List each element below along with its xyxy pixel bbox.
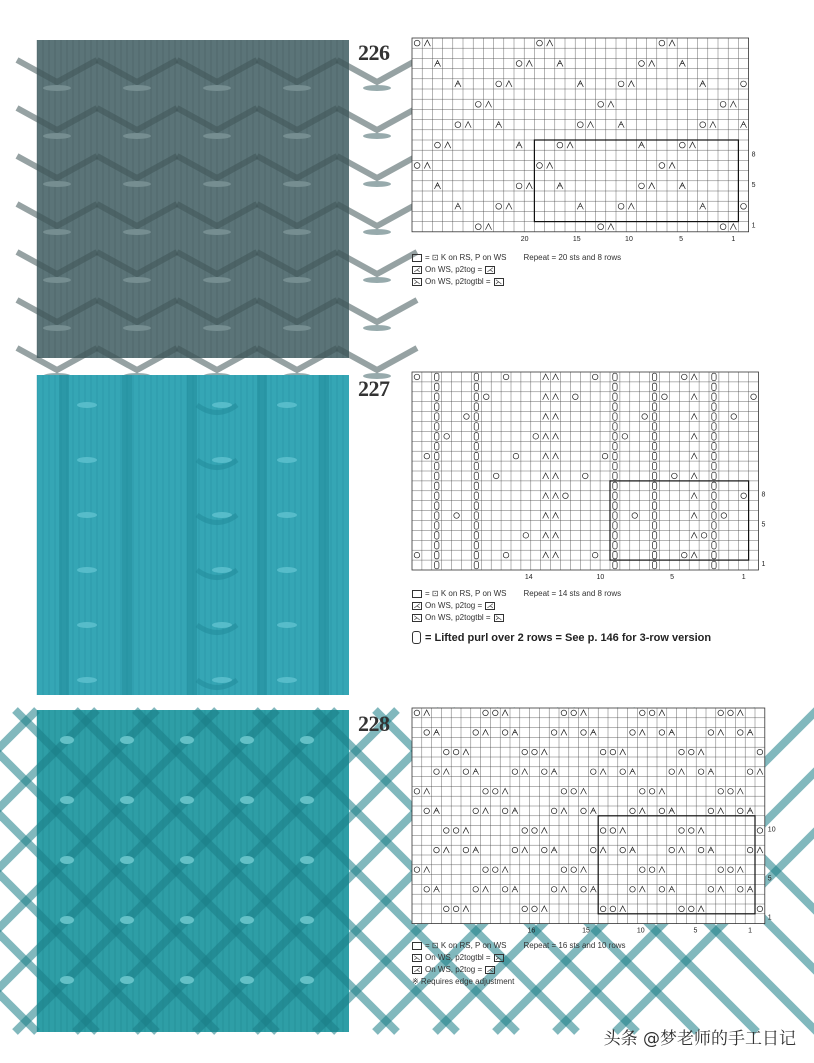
eyelet [123, 85, 151, 91]
eyelet [283, 133, 311, 139]
eyelet [240, 976, 254, 984]
eyelet [43, 133, 71, 139]
k2tog-symbol-icon: ⋌ [486, 603, 494, 610]
eyelet [363, 133, 391, 139]
eyelet [123, 181, 151, 187]
eyelet [203, 277, 231, 283]
ssk-symbol-icon: ⋋ [413, 615, 421, 622]
eyelet [277, 402, 297, 408]
ssk-symbol-icon: ⋋ [495, 279, 503, 286]
eyelet [363, 277, 391, 283]
eyelet [43, 181, 71, 187]
eyelet [240, 736, 254, 744]
knit-symbol-icon [412, 254, 422, 262]
eyelet [203, 85, 231, 91]
chart-226 [412, 38, 756, 255]
eyelet [277, 457, 297, 463]
eyelet [43, 85, 71, 91]
rib [59, 375, 69, 695]
legend-p2togtbl: On WS, p2togtbl = [425, 613, 491, 622]
edge-adjustment-note: ※ Requires edge adjustment [412, 977, 515, 986]
eyelet [283, 229, 311, 235]
k2tog-symbol-icon: ⋌ [486, 967, 494, 974]
stitch-number: 10 [625, 235, 633, 243]
legend-repeat: Repeat = 14 sts and 8 rows [523, 589, 622, 598]
eyelet [77, 512, 97, 518]
lifted-purl-text: = Lifted purl over 2 rows = See p. 146 for 3-row version [425, 631, 712, 644]
eyelet [300, 736, 314, 744]
eyelet [77, 402, 97, 408]
eyelet [203, 133, 231, 139]
legend-knit: = ⊡ K on RS, P on WS [425, 253, 507, 262]
stitch-number: 1 [748, 927, 753, 935]
k2tog-symbol-icon: ⋌ [413, 267, 421, 274]
eyelet [240, 916, 254, 924]
eyelet [60, 916, 74, 924]
row-number: 5 [761, 521, 766, 529]
lifted-purl-note [412, 631, 711, 644]
eyelet [77, 567, 97, 573]
eyelet [363, 229, 391, 235]
eyelet [180, 976, 194, 984]
eyelet [203, 181, 231, 187]
eyelet [277, 677, 297, 683]
eyelet [123, 133, 151, 139]
pattern-number: 228 [358, 711, 390, 736]
legend-repeat: Repeat = 16 sts and 10 rows [523, 941, 626, 950]
eyelet [120, 856, 134, 864]
watermark: 头条 @梦老师的手工日记 [603, 1029, 796, 1049]
eyelet [43, 277, 71, 283]
stitch-number: 15 [582, 927, 590, 935]
k2tog-symbol-icon: ⋌ [486, 267, 494, 274]
legend-knit: = ⊡ K on RS, P on WS [425, 589, 507, 598]
eyelet [77, 622, 97, 628]
legend-p2tog: On WS, p2tog = [425, 601, 483, 610]
stitch-number: 1 [731, 235, 736, 243]
chart-228 [412, 708, 778, 941]
legend-p2togtbl: On WS, p2togtbl = [425, 277, 491, 286]
eyelet [123, 277, 151, 283]
eyelet [277, 512, 297, 518]
legend-p2tog: On WS, p2tog = [425, 965, 483, 974]
row-number: 1 [761, 561, 766, 569]
eyelet [300, 796, 314, 804]
stitch-number: 10 [636, 927, 645, 935]
eyelet [283, 325, 311, 331]
eyelet [283, 277, 311, 283]
eyelet [277, 622, 297, 628]
eyelet [240, 856, 254, 864]
eyelet [300, 856, 314, 864]
knit-symbol-icon [412, 942, 422, 950]
row-number: 8 [761, 491, 766, 499]
eyelet [120, 796, 134, 804]
row-number: 10 [767, 826, 776, 834]
eyelet [203, 229, 231, 235]
eyelet [180, 916, 194, 924]
legend-p2tog: On WS, p2tog = [425, 265, 483, 274]
eyelet [363, 181, 391, 187]
legend-knit: = ⊡ K on RS, P on WS [425, 941, 507, 950]
eyelet [363, 325, 391, 331]
legend-227 [412, 588, 621, 624]
rib [257, 375, 267, 695]
eyelet [277, 567, 297, 573]
eyelet [300, 976, 314, 984]
eyelet [123, 325, 151, 331]
swatch-photo-227 [37, 375, 349, 695]
eyelet [60, 736, 74, 744]
eyelet [43, 229, 71, 235]
legend-repeat: Repeat = 20 sts and 8 rows [523, 253, 622, 262]
ssk-symbol-icon: ⋋ [413, 955, 421, 962]
eyelet [240, 796, 254, 804]
stitch-number: 1 [741, 574, 746, 581]
row-number: 8 [751, 151, 756, 159]
eyelet [60, 796, 74, 804]
eyelet [283, 85, 311, 91]
stitch-number: 14 [524, 574, 533, 581]
rib [122, 375, 132, 695]
eyelet [120, 736, 134, 744]
row-number: 1 [751, 222, 756, 230]
legend-226 [412, 252, 621, 288]
stitch-number: 5 [679, 235, 684, 243]
rib [319, 375, 329, 695]
legend-228 [412, 940, 626, 988]
eyelet [203, 325, 231, 331]
swatch-photo-228 [37, 710, 349, 1032]
ssk-symbol-icon: ⋋ [413, 279, 421, 286]
row-number: 5 [751, 181, 756, 189]
eyelet [180, 796, 194, 804]
stitch-number: 16 [527, 927, 536, 935]
lifted-purl-icon [412, 631, 421, 644]
eyelet [180, 856, 194, 864]
pattern-number: 226 [358, 40, 390, 65]
stitch-number: 5 [693, 927, 698, 935]
pattern-number: 227 [358, 376, 390, 401]
ssk-symbol-icon: ⋋ [495, 955, 503, 962]
k2tog-symbol-icon: ⋌ [413, 967, 421, 974]
eyelet [60, 976, 74, 984]
eyelet [77, 677, 97, 683]
stitch-number: 5 [670, 574, 674, 581]
eyelet [283, 181, 311, 187]
rib [187, 375, 197, 695]
k2tog-symbol-icon: ⋌ [413, 603, 421, 610]
eyelet [43, 325, 71, 331]
chart-227 [412, 372, 768, 589]
eyelet [120, 976, 134, 984]
stitch-number: 15 [572, 235, 581, 243]
eyelet [300, 916, 314, 924]
eyelet [180, 736, 194, 744]
legend-p2togtbl: On WS, p2togtbl = [425, 953, 491, 962]
row-number: 5 [767, 875, 772, 883]
eyelet [60, 856, 74, 864]
stitch-number: 20 [520, 235, 529, 243]
chevron-band [337, 348, 417, 370]
eyelet [123, 229, 151, 235]
stitch-number: 10 [596, 574, 605, 581]
eyelet [363, 85, 391, 91]
knit-symbol-icon [412, 590, 422, 598]
ssk-symbol-icon: ⋋ [495, 615, 503, 622]
eyelet [77, 457, 97, 463]
row-number: 1 [767, 914, 772, 922]
swatch-photo-226 [37, 40, 349, 358]
eyelet [120, 916, 134, 924]
